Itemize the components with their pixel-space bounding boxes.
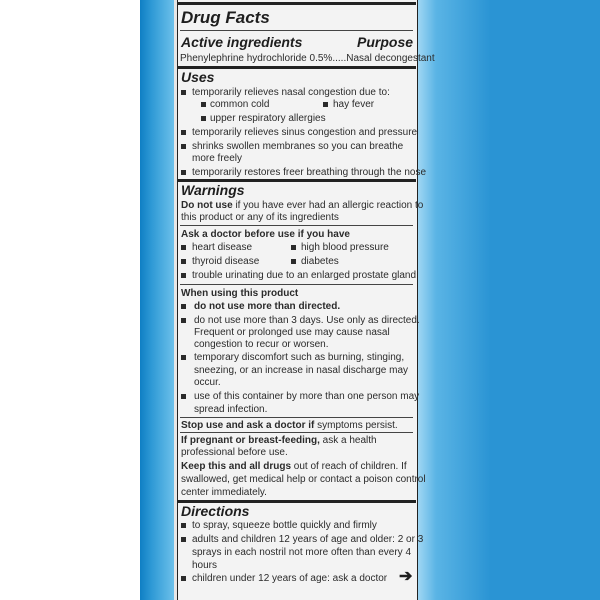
ingredient-dots: ..... (332, 53, 347, 64)
do-not-use-bold: Do not use (181, 200, 233, 211)
warnings-heading: Warnings (181, 182, 245, 198)
directions-2a: adults and children 12 years of age and older: 2 or 3 (192, 534, 424, 545)
thyroid-disease: thyroid disease (192, 256, 260, 267)
bullet-square-icon (181, 90, 186, 95)
uses-common-cold: common cold (210, 99, 270, 110)
bullet-square-icon (181, 394, 186, 399)
bullet-square-icon (323, 102, 328, 107)
ingredient-name: Phenylephrine hydrochloride 0.5% (180, 53, 333, 64)
when-using-heading: When using this product (181, 288, 299, 299)
keep-line-2: swallowed, get medical help or contact a poison control (181, 474, 426, 485)
keep-line-3: center immediately. (181, 487, 267, 498)
stop-use-bold: Stop use and ask a doctor if (181, 420, 315, 431)
high-blood-pressure: high blood pressure (301, 242, 389, 253)
title-rule (180, 30, 413, 31)
when-using-3b: sneezing, or an increase in nasal discharge may (194, 365, 409, 376)
bullet-square-icon (201, 116, 206, 121)
directions-2c: hours (192, 560, 218, 571)
bullet-square-icon (181, 170, 186, 175)
directions-3: children under 12 years of age: ask a doctor (192, 573, 388, 584)
diabetes: diabetes (301, 256, 339, 267)
uses-line-3b: more freely (192, 153, 243, 164)
bullet-square-icon (181, 130, 186, 135)
warnings-rule-1 (180, 225, 413, 226)
when-using-3a: temporary discomfort such as burning, stinging, (194, 352, 405, 363)
do-not-use-rest: if you have ever had an allergic reaction to (232, 200, 424, 211)
when-using-3c: occur. (194, 377, 221, 388)
uses-line-4: temporarily restores freer breathing through the nose (192, 167, 427, 178)
bullet-square-icon (181, 537, 186, 542)
bullet-square-icon (291, 259, 296, 264)
bullet-square-icon (181, 523, 186, 528)
when-using-2b: Frequent or prolonged use may cause nasal (194, 327, 390, 338)
uses-line-2: temporarily relieves sinus congestion and pressure (192, 127, 418, 138)
uses-line-3a: shrinks swollen membranes so you can breathe (192, 141, 404, 152)
do-not-use-line (181, 200, 423, 211)
drug-facts-title: Drug Facts (181, 8, 270, 27)
uses-allergies: upper respiratory allergies (210, 113, 326, 124)
active-ingredient-row (180, 53, 435, 64)
warnings-rule-3 (180, 417, 413, 418)
bullet-square-icon (201, 102, 206, 107)
packaging-left-blue-band (140, 0, 174, 600)
when-using-4b: spread infection. (194, 404, 268, 415)
directions-heading: Directions (181, 503, 250, 519)
keep-line (181, 461, 407, 472)
bullet-square-icon (181, 576, 186, 581)
pregnant-line-2: professional before use. (181, 447, 288, 458)
keep-bold: Keep this and all drugs (181, 461, 292, 472)
purpose-heading: Purpose (357, 34, 414, 50)
packaging-right-blue-band (418, 0, 600, 600)
keep-rest: out of reach of children. If (291, 461, 407, 472)
do-not-use-line-2: this product or any of its ingredients (181, 212, 339, 223)
directions-1: to spray, squeeze bottle quickly and firmly (192, 520, 377, 531)
when-using-2a: do not use more than 3 days. Use only as directed. (194, 315, 420, 326)
pregnant-bold: If pregnant or breast-feeding, (181, 435, 320, 446)
ingredient-purpose: Nasal decongestant (346, 53, 435, 64)
bullet-square-icon (181, 273, 186, 278)
uses-line-1: temporarily relieves nasal congestion due to: (192, 87, 390, 98)
stop-use-line (181, 420, 398, 431)
top-rule (177, 2, 416, 5)
ask-doctor-heading: Ask a doctor before use if you have (181, 229, 350, 240)
warnings-rule-4 (180, 432, 413, 433)
when-using-2c: congestion to recur or worsen. (194, 339, 329, 350)
uses-hay-fever: hay fever (333, 99, 375, 110)
stop-use-rest: symptoms persist. (314, 420, 398, 431)
pregnant-rest: ask a health (319, 435, 377, 446)
bullet-square-icon (181, 318, 186, 323)
directions-2b: sprays in each nostril not more often than every 4 (192, 547, 412, 558)
bullet-square-icon (291, 245, 296, 250)
bullet-square-icon (181, 144, 186, 149)
active-ingredients-heading: Active ingredients (181, 34, 303, 50)
prostate: trouble urinating due to an enlarged prostate gland (192, 270, 417, 281)
heart-disease: heart disease (192, 242, 253, 253)
pregnant-line (181, 435, 377, 446)
when-using-1: do not use more than directed. (194, 301, 341, 312)
uses-heading: Uses (181, 69, 215, 85)
continue-arrow-icon: ➔ (399, 568, 413, 585)
when-using-4a: use of this container by more than one person may (194, 391, 420, 402)
bullet-square-icon (181, 245, 186, 250)
warnings-rule-2 (180, 284, 413, 285)
bullet-square-icon (181, 355, 186, 360)
bullet-square-icon (181, 304, 186, 309)
bullet-square-icon (181, 259, 186, 264)
